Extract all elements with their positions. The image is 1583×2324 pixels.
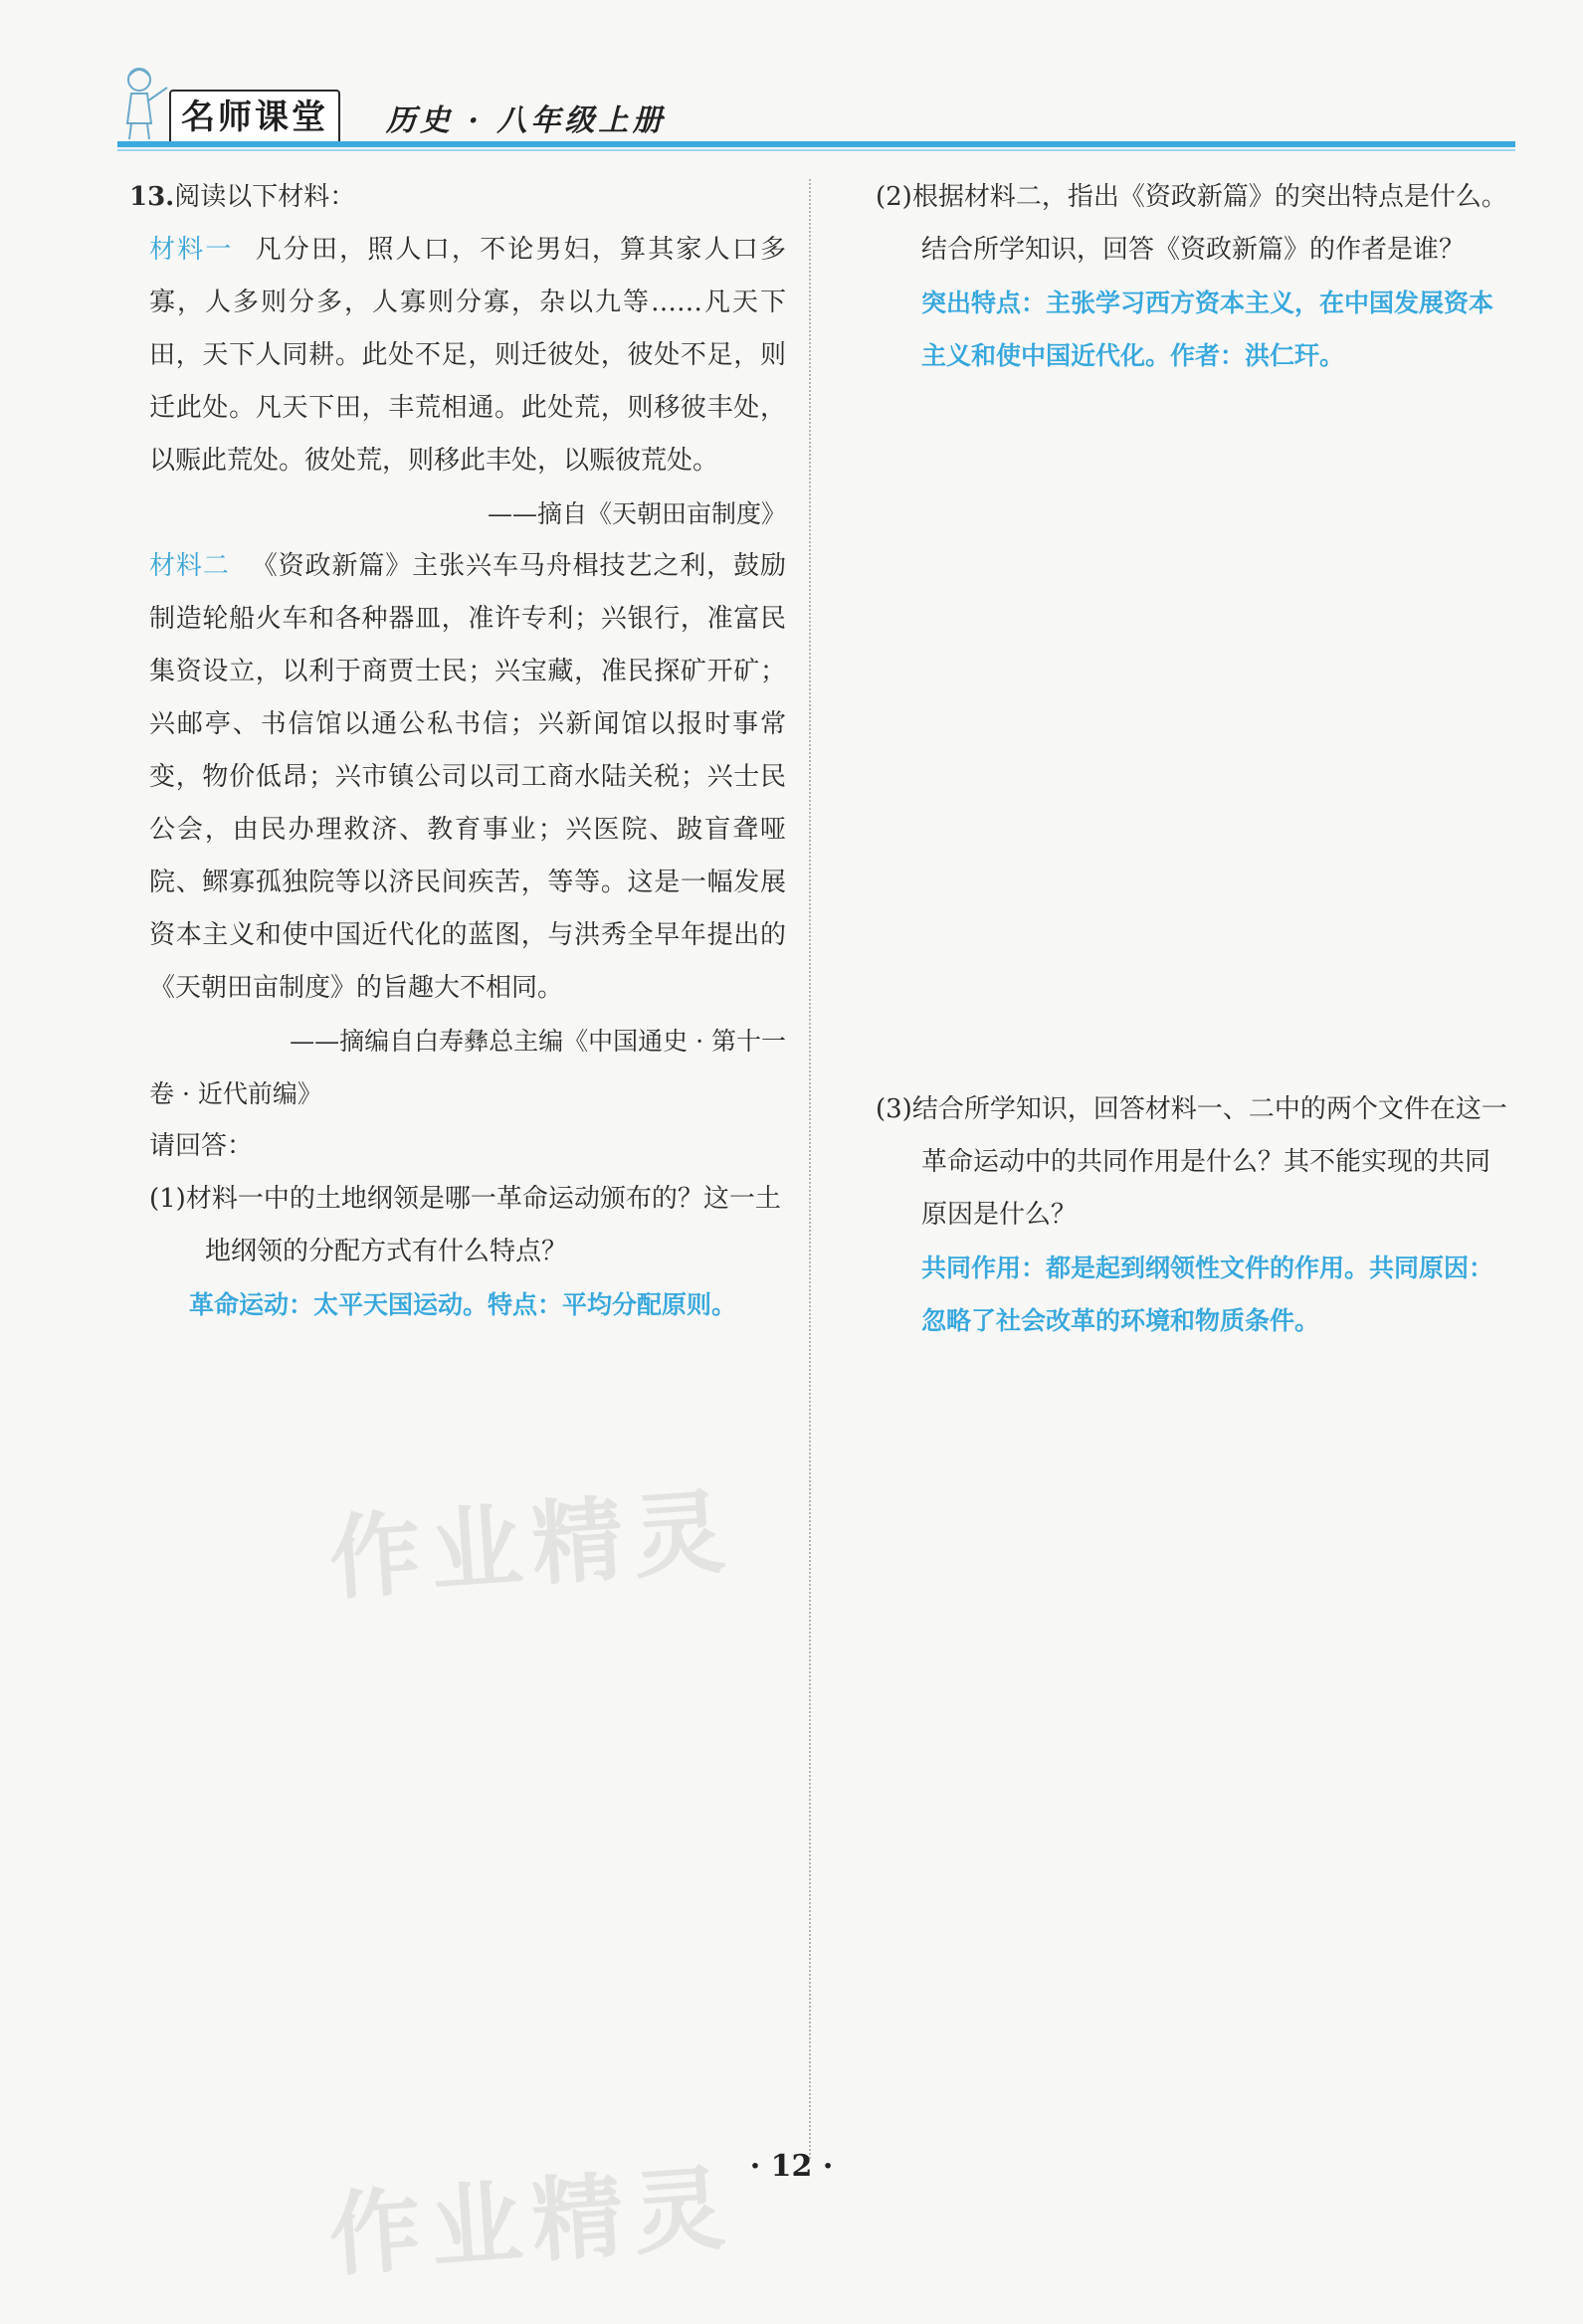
header-rule-thin (117, 149, 1515, 151)
sub-question-2: (2)根据材料二，指出《资政新篇》的突出特点是什么。结合所学知识，回答《资政新篇》的作者是谁？ (876, 182, 1507, 265)
sub-question-1: (1)材料一中的土地纲领是哪一革命运动颁布的？这一土地纲领的分配方式有什么特点？ (149, 1184, 781, 1266)
material-one (129, 224, 786, 487)
answer-1: 革命运动：太平天国运动。特点：平均分配原则。 (189, 1290, 737, 1319)
column-divider (809, 179, 811, 2159)
series-title: 名师课堂 (169, 90, 340, 145)
material-one-text: 凡分田，照人口，不论男妇，算其家人口多寡，人多则分多，人寡则分寡，杂以九等……凡天下田，天下人同耕。此处不足，则迁彼处，彼处不足，则迁此处。凡天下田，丰荒相通。此处荒，则移彼丰处，以赈此荒处。彼处荒，则移此丰处，以赈彼荒处。 (149, 235, 786, 476)
subject-title: 历史 · 八年级上册 (386, 103, 667, 138)
material-two-source-line1: ——摘编自白寿彝总主编《中国通史 · 第十一 (290, 1027, 786, 1056)
answer-space (876, 382, 1512, 1083)
question-number: 13. (129, 182, 175, 212)
page-header (117, 62, 1515, 147)
answer-prompt: 请回答： (149, 1131, 254, 1161)
material-two-text: 《资政新篇》主张兴车马舟楫技艺之利，鼓励制造轮船火车和各种器皿，准许专利；兴银行，准富民集资设立，以利于商贾士民；兴宝藏，准民探矿开矿；兴邮亭、书信馆以通公私书信；兴新闻馆以报时事常变，物价低昂；兴市镇公司以司工商水陆关税；兴士民公会，由民办理救济、教育事业；兴医院、跛盲聋哑院、鳏寡孤独院等以济民间疾苦，等等。这是一幅发展资本主义和使中国近代化的蓝图，与洪秀全早年提出的《天朝田亩制度》的旨趣大不相同。 (149, 551, 786, 1003)
mascot-icon (117, 62, 177, 141)
right-column (876, 171, 1512, 1347)
material-one-source: ——摘自《天朝田亩制度》 (487, 499, 786, 528)
answer-3: 共同作用：都是起到纲领性文件的作用。共同原因：忽略了社会改革的环境和物质条件。 (921, 1254, 1494, 1335)
left-column (129, 171, 786, 1331)
header-rule (117, 141, 1515, 147)
material-two-source-line2: 卷 · 近代前编》 (149, 1079, 322, 1108)
question-prompt: 阅读以下材料： (174, 182, 356, 212)
material-two-label: 材料二 (149, 551, 230, 581)
material-two (129, 540, 786, 1015)
answer-2: 突出特点：主张学习西方资本主义，在中国发展资本主义和使中国近代化。作者：洪仁玕。 (921, 289, 1494, 370)
material-one-label: 材料一 (149, 235, 234, 265)
watermark-bottom: 作业精灵 (325, 2154, 738, 2290)
sub-question-3: (3)结合所学知识，回答材料一、二中的两个文件在这一革命运动中的共同作用是什么？其不能实现的共同原因是什么？ (876, 1094, 1507, 1230)
question-heading (129, 171, 786, 224)
page-number: · 12 · (749, 2149, 834, 2184)
watermark: 作业精灵 (325, 1477, 738, 1614)
